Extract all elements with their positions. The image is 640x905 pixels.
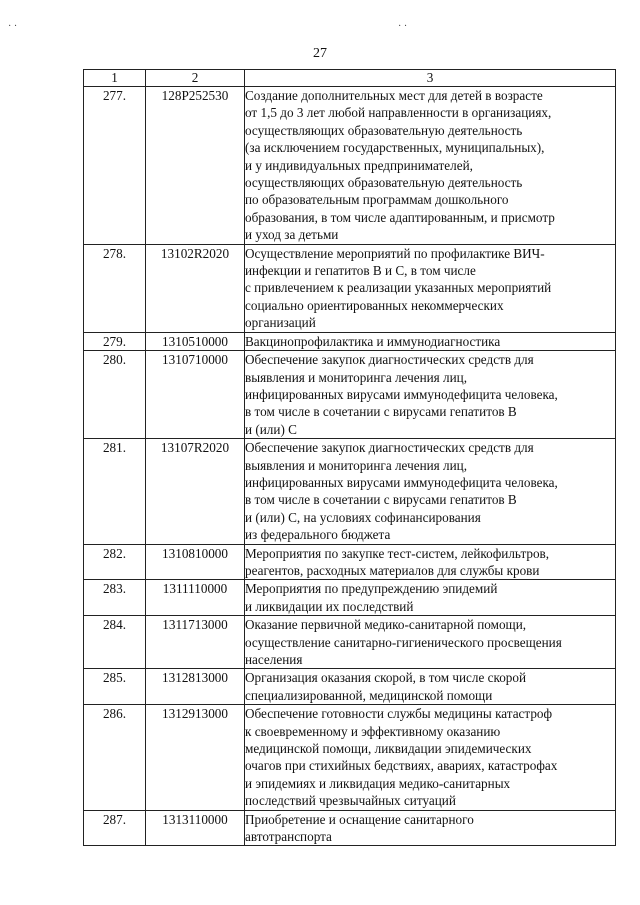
row-number: 287. bbox=[84, 810, 146, 846]
row-description: Обеспечение готовности службы медицины катастроф к своевременному и эффективному оказанию медицинской помощи, ликвидации эпидемических очагов при стихийных бедствиях, авариях, катастрофах и эпидемиях и ликвидация медико-санитарных последствий чрезвычайных ситуаций bbox=[245, 705, 616, 810]
row-description: Мероприятия по закупке тест-систем, лейкофильтров, реагентов, расходных материалов для службы крови bbox=[245, 544, 616, 580]
row-number: 284. bbox=[84, 616, 146, 669]
row-description: Обеспечение закупок диагностических средств для выявления и мониторинга лечения лиц, инфицированных вирусами иммунодефицита человека, в том числе в сочетании с вирусами гепатитов B и (или) C bbox=[245, 351, 616, 439]
row-description: Вакцинопрофилактика и иммунодиагностика bbox=[245, 332, 616, 350]
row-code: 1312813000 bbox=[146, 669, 245, 705]
row-number: 277. bbox=[84, 87, 146, 245]
scan-marks bbox=[0, 22, 640, 32]
row-code: 1311713000 bbox=[146, 616, 245, 669]
row-description: Осуществление мероприятий по профилактике ВИЧ- инфекции и гепатитов B и C, в том числе с привлечением к реализации указанных мероприятий социально ориентированных некоммерческих организаций bbox=[245, 244, 616, 332]
row-code: 1310810000 bbox=[146, 544, 245, 580]
row-description: Создание дополнительных мест для детей в возрасте от 1,5 до 3 лет любой направленности в организациях, осуществляющих образовательную деятельность (за исключением государственных, муниципальных), и у индивидуальных предпринимателей, осуществляющих образовательную деятельность по образовательным программам дошкольного образования, в том числе адаптированным, и присмотр и уход за детьми bbox=[245, 87, 616, 245]
table-header-row bbox=[84, 70, 616, 87]
table-row bbox=[84, 87, 616, 245]
row-number: 278. bbox=[84, 244, 146, 332]
table-row bbox=[84, 439, 616, 544]
table-row bbox=[84, 669, 616, 705]
table-row bbox=[84, 616, 616, 669]
row-number: 279. bbox=[84, 332, 146, 350]
row-number: 286. bbox=[84, 705, 146, 810]
row-description: Оказание первичной медико-санитарной помощи, осуществление санитарно-гигиенического просвещения населения bbox=[245, 616, 616, 669]
row-code: 1313110000 bbox=[146, 810, 245, 846]
table-row bbox=[84, 332, 616, 350]
row-number: 283. bbox=[84, 580, 146, 616]
row-code: 13107R2020 bbox=[146, 439, 245, 544]
table-row bbox=[84, 244, 616, 332]
row-code: 13102R2020 bbox=[146, 244, 245, 332]
row-description: Мероприятия по предупреждению эпидемий и ликвидации их последствий bbox=[245, 580, 616, 616]
table-row bbox=[84, 544, 616, 580]
table-row bbox=[84, 705, 616, 810]
table-row bbox=[84, 580, 616, 616]
row-number: 281. bbox=[84, 439, 146, 544]
row-number: 280. bbox=[84, 351, 146, 439]
table-row bbox=[84, 351, 616, 439]
row-code: 1310510000 bbox=[146, 332, 245, 350]
scan-mark-left: · · bbox=[8, 21, 18, 32]
row-code: 128P252530 bbox=[146, 87, 245, 245]
row-code: 1310710000 bbox=[146, 351, 245, 439]
page-number: 27 bbox=[313, 46, 327, 61]
row-description: Организация оказания скорой, в том числе скорой специализированной, медицинской помощи bbox=[245, 669, 616, 705]
column-header-1: 1 bbox=[84, 70, 146, 87]
row-code: 1312913000 bbox=[146, 705, 245, 810]
scan-mark-right: · · bbox=[398, 21, 408, 32]
row-code: 1311110000 bbox=[146, 580, 245, 616]
row-number: 285. bbox=[84, 669, 146, 705]
column-header-3: 3 bbox=[245, 70, 616, 87]
row-description: Приобретение и оснащение санитарного автотранспорта bbox=[245, 810, 616, 846]
table-row bbox=[84, 810, 616, 846]
budget-codes-table bbox=[83, 69, 616, 846]
row-number: 282. bbox=[84, 544, 146, 580]
row-description: Обеспечение закупок диагностических средств для выявления и мониторинга лечения лиц, инфицированных вирусами иммунодефицита человека, в том числе в сочетании с вирусами гепатитов B и (или) C, на условиях софинансирования из федерального бюджета bbox=[245, 439, 616, 544]
column-header-2: 2 bbox=[146, 70, 245, 87]
